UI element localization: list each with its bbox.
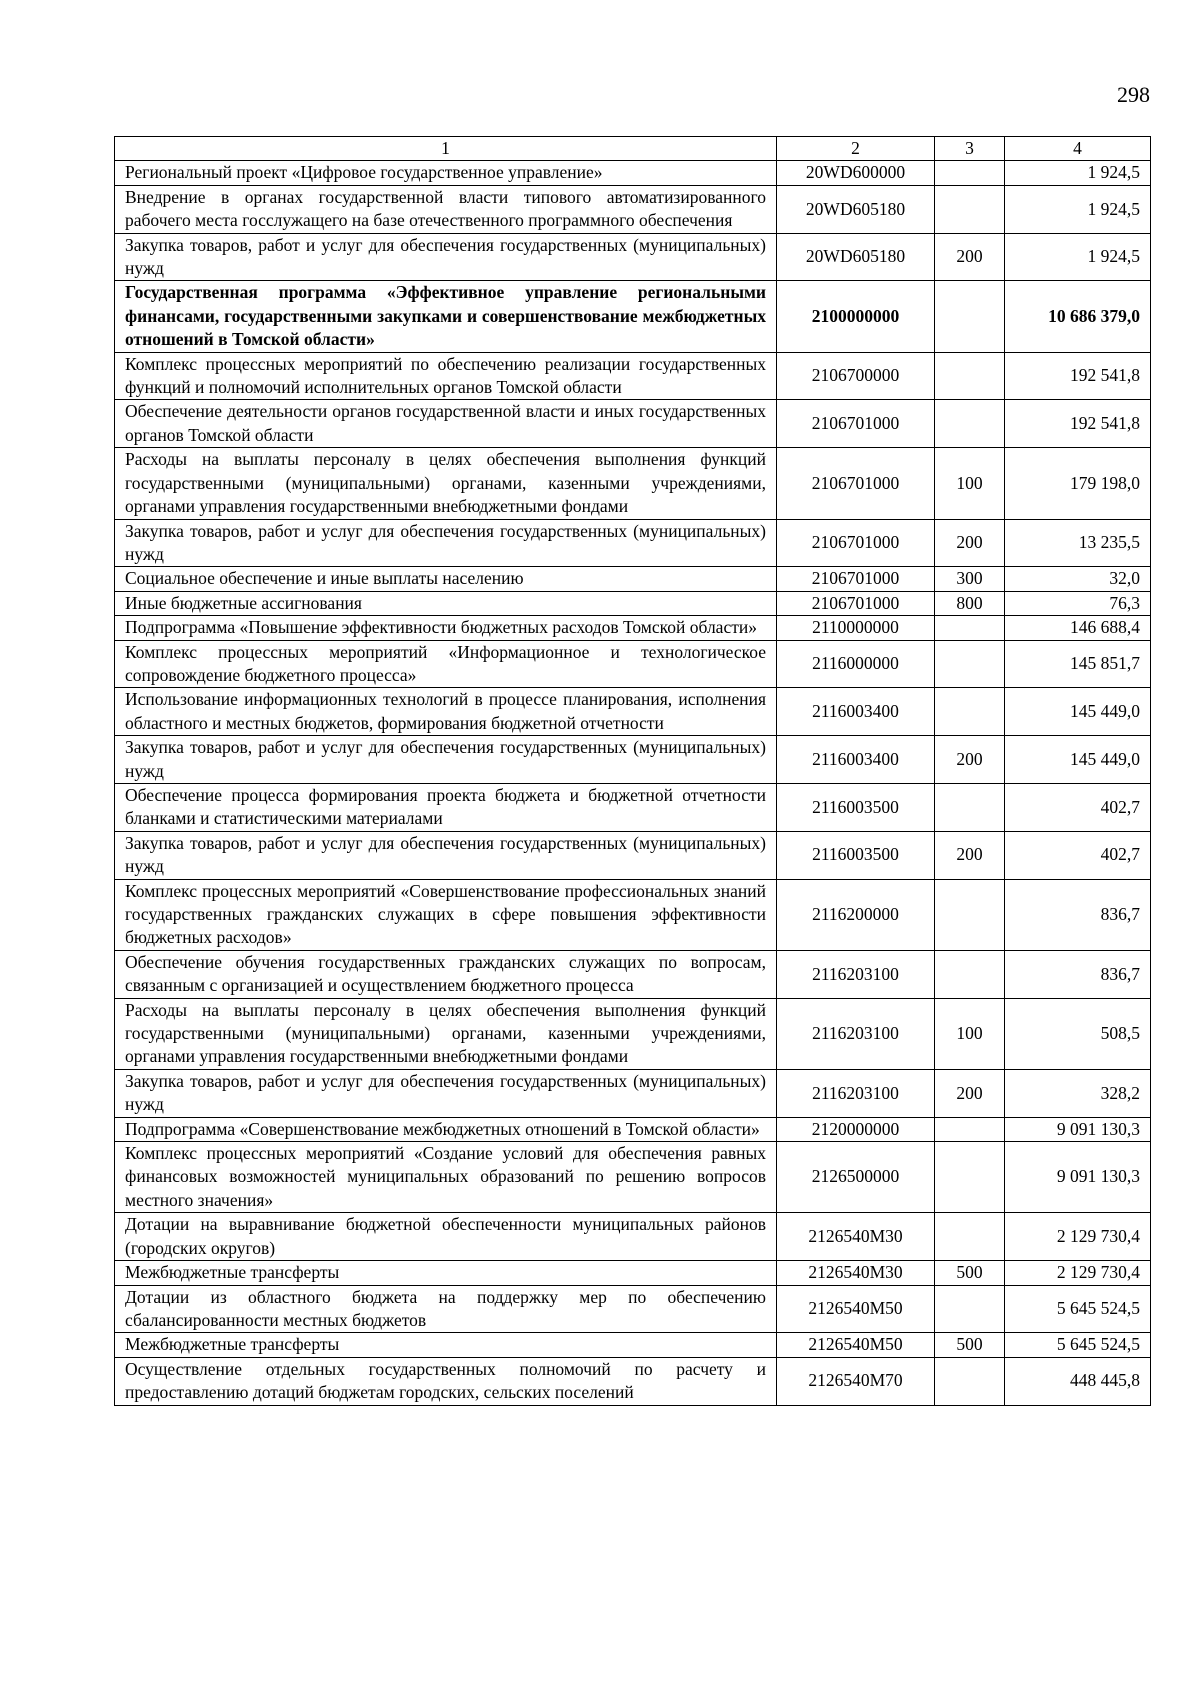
row-amount: 10 686 379,0 (1005, 281, 1151, 352)
row-amount: 145 851,7 (1005, 640, 1151, 688)
row-name: Региональный проект «Цифровое государственное управление» (115, 161, 777, 185)
row-name: Комплекс процессных мероприятий по обеспечению реализации государственных функций и полномочий исполнительных органов Томской области (115, 352, 777, 400)
row-code: 2116003400 (777, 736, 935, 784)
table-row (115, 1357, 1151, 1405)
table-row (115, 400, 1151, 448)
row-amount: 13 235,5 (1005, 519, 1151, 567)
row-amount: 32,0 (1005, 567, 1151, 591)
row-code: 2106700000 (777, 352, 935, 400)
row-amount: 836,7 (1005, 950, 1151, 998)
row-expense-type (935, 161, 1005, 185)
row-code: 20WD605180 (777, 233, 935, 281)
row-code: 2126540М70 (777, 1357, 935, 1405)
table-row (115, 161, 1151, 185)
row-name: Обеспечение обучения государственных гражданских служащих по вопросам, связанным с организацией и осуществлением бюджетного процесса (115, 950, 777, 998)
table-row (115, 1333, 1151, 1357)
row-name: Закупка товаров, работ и услуг для обеспечения государственных (муниципальных) нужд (115, 736, 777, 784)
row-name: Закупка товаров, работ и услуг для обеспечения государственных (муниципальных) нужд (115, 233, 777, 281)
row-amount: 5 645 524,5 (1005, 1285, 1151, 1333)
row-code: 2116200000 (777, 879, 935, 950)
row-expense-type: 200 (935, 1069, 1005, 1117)
row-code: 2116203100 (777, 998, 935, 1069)
row-expense-type: 500 (935, 1261, 1005, 1285)
row-code: 20WD600000 (777, 161, 935, 185)
row-expense-type: 100 (935, 998, 1005, 1069)
row-code: 2126540М50 (777, 1333, 935, 1357)
row-name: Комплекс процессных мероприятий «Создание условий для обеспечения равных финансовых возможностей муниципальных образований по решению вопросов местного значения» (115, 1142, 777, 1213)
row-code: 2116003500 (777, 831, 935, 879)
row-expense-type: 800 (935, 591, 1005, 615)
row-name: Осуществление отдельных государственных полномочий по расчету и предоставлению дотаций бюджетам городских, сельских поселений (115, 1357, 777, 1405)
row-amount: 5 645 524,5 (1005, 1333, 1151, 1357)
row-code: 2126540М50 (777, 1285, 935, 1333)
row-expense-type: 300 (935, 567, 1005, 591)
row-name: Дотации из областного бюджета на поддержку мер по обеспечению сбалансированности местных бюджетов (115, 1285, 777, 1333)
row-amount: 179 198,0 (1005, 448, 1151, 519)
row-code: 2126540М30 (777, 1261, 935, 1285)
row-expense-type (935, 1213, 1005, 1261)
row-expense-type: 500 (935, 1333, 1005, 1357)
row-amount: 146 688,4 (1005, 616, 1151, 640)
row-expense-type: 200 (935, 831, 1005, 879)
row-amount: 402,7 (1005, 783, 1151, 831)
row-expense-type (935, 352, 1005, 400)
table-row (115, 879, 1151, 950)
row-expense-type: 100 (935, 448, 1005, 519)
row-amount: 192 541,8 (1005, 400, 1151, 448)
row-code: 2110000000 (777, 616, 935, 640)
column-header-4: 4 (1005, 137, 1151, 161)
row-name: Расходы на выплаты персоналу в целях обеспечения выполнения функций государственными (муниципальными) органами, казенными учреждениями, органами управления государственными внебюджетными фондами (115, 998, 777, 1069)
row-amount: 2 129 730,4 (1005, 1261, 1151, 1285)
row-code: 2106701000 (777, 591, 935, 615)
row-amount: 328,2 (1005, 1069, 1151, 1117)
table-row (115, 448, 1151, 519)
row-code: 2116203100 (777, 1069, 935, 1117)
table-row (115, 616, 1151, 640)
table-row (115, 950, 1151, 998)
row-name: Подпрограмма «Повышение эффективности бюджетных расходов Томской области» (115, 616, 777, 640)
row-code: 2116003400 (777, 688, 935, 736)
row-amount: 9 091 130,3 (1005, 1142, 1151, 1213)
row-name: Внедрение в органах государственной власти типового автоматизированного рабочего места госслужащего на базе отечественного программного обеспечения (115, 185, 777, 233)
row-name: Использование информационных технологий в процессе планирования, исполнения областного и местных бюджетов, формирования бюджетной отчетности (115, 688, 777, 736)
page-number: 298 (1117, 82, 1150, 107)
row-expense-type (935, 688, 1005, 736)
table-row (115, 783, 1151, 831)
row-amount: 9 091 130,3 (1005, 1117, 1151, 1141)
row-code: 2116000000 (777, 640, 935, 688)
row-expense-type (935, 1117, 1005, 1141)
table-row (115, 519, 1151, 567)
table-row (115, 591, 1151, 615)
row-expense-type (935, 879, 1005, 950)
row-expense-type (935, 950, 1005, 998)
row-code: 2116003500 (777, 783, 935, 831)
column-header-1: 1 (115, 137, 777, 161)
column-header-3: 3 (935, 137, 1005, 161)
table-row (115, 1069, 1151, 1117)
row-code: 2100000000 (777, 281, 935, 352)
row-name: Комплекс процессных мероприятий «Совершенствование профессиональных знаний государственных гражданских служащих в сфере повышения эффективности бюджетных расходов» (115, 879, 777, 950)
row-code: 2106701000 (777, 519, 935, 567)
row-code: 2106701000 (777, 400, 935, 448)
row-amount: 508,5 (1005, 998, 1151, 1069)
table-row (115, 1117, 1151, 1141)
row-name: Обеспечение деятельности органов государственной власти и иных государственных органов Томской области (115, 400, 777, 448)
table-row (115, 998, 1151, 1069)
row-name: Подпрограмма «Совершенствование межбюджетных отношений в Томской области» (115, 1117, 777, 1141)
table-row (115, 281, 1151, 352)
row-code: 2106701000 (777, 448, 935, 519)
row-expense-type (935, 1142, 1005, 1213)
row-expense-type (935, 1357, 1005, 1405)
row-amount: 1 924,5 (1005, 233, 1151, 281)
row-amount: 145 449,0 (1005, 688, 1151, 736)
row-amount: 448 445,8 (1005, 1357, 1151, 1405)
row-name: Социальное обеспечение и иные выплаты населению (115, 567, 777, 591)
row-code: 2120000000 (777, 1117, 935, 1141)
row-amount: 76,3 (1005, 591, 1151, 615)
row-name: Комплекс процессных мероприятий «Информационное и технологическое сопровождение бюджетного процесса» (115, 640, 777, 688)
table-row (115, 1213, 1151, 1261)
row-amount: 192 541,8 (1005, 352, 1151, 400)
table-header-row (115, 137, 1151, 161)
row-name: Дотации на выравнивание бюджетной обеспеченности муниципальных районов (городских округов) (115, 1213, 777, 1261)
row-name: Государственная программа «Эффективное управление региональными финансами, государственными закупками и совершенствование межбюджетных отношений в Томской области» (115, 281, 777, 352)
row-expense-type: 200 (935, 233, 1005, 281)
table-row (115, 233, 1151, 281)
row-amount: 836,7 (1005, 879, 1151, 950)
budget-table (114, 136, 1151, 1406)
row-amount: 1 924,5 (1005, 185, 1151, 233)
table-row (115, 567, 1151, 591)
table-row (115, 688, 1151, 736)
row-name: Иные бюджетные ассигнования (115, 591, 777, 615)
row-name: Расходы на выплаты персоналу в целях обеспечения выполнения функций государственными (муниципальными) органами, казенными учреждениями, органами управления государственными внебюджетными фондами (115, 448, 777, 519)
table-row (115, 640, 1151, 688)
row-amount: 2 129 730,4 (1005, 1213, 1151, 1261)
row-name: Закупка товаров, работ и услуг для обеспечения государственных (муниципальных) нужд (115, 831, 777, 879)
row-amount: 145 449,0 (1005, 736, 1151, 784)
column-header-2: 2 (777, 137, 935, 161)
row-expense-type (935, 1285, 1005, 1333)
row-expense-type (935, 281, 1005, 352)
row-amount: 402,7 (1005, 831, 1151, 879)
row-name: Обеспечение процесса формирования проекта бюджета и бюджетной отчетности бланками и статистическими материалами (115, 783, 777, 831)
row-expense-type (935, 616, 1005, 640)
row-expense-type (935, 640, 1005, 688)
row-expense-type (935, 400, 1005, 448)
table-row (115, 1261, 1151, 1285)
row-expense-type: 200 (935, 519, 1005, 567)
row-expense-type: 200 (935, 736, 1005, 784)
row-name: Закупка товаров, работ и услуг для обеспечения государственных (муниципальных) нужд (115, 519, 777, 567)
table-row (115, 1285, 1151, 1333)
table-row (115, 1142, 1151, 1213)
row-expense-type (935, 783, 1005, 831)
table-row (115, 831, 1151, 879)
row-code: 2106701000 (777, 567, 935, 591)
row-code: 20WD605180 (777, 185, 935, 233)
row-code: 2116203100 (777, 950, 935, 998)
table-row (115, 185, 1151, 233)
row-code: 2126540М30 (777, 1213, 935, 1261)
table-body (115, 161, 1151, 1405)
table-row (115, 736, 1151, 784)
row-expense-type (935, 185, 1005, 233)
row-amount: 1 924,5 (1005, 161, 1151, 185)
row-name: Межбюджетные трансферты (115, 1261, 777, 1285)
row-name: Закупка товаров, работ и услуг для обеспечения государственных (муниципальных) нужд (115, 1069, 777, 1117)
table-row (115, 352, 1151, 400)
row-name: Межбюджетные трансферты (115, 1333, 777, 1357)
row-code: 2126500000 (777, 1142, 935, 1213)
